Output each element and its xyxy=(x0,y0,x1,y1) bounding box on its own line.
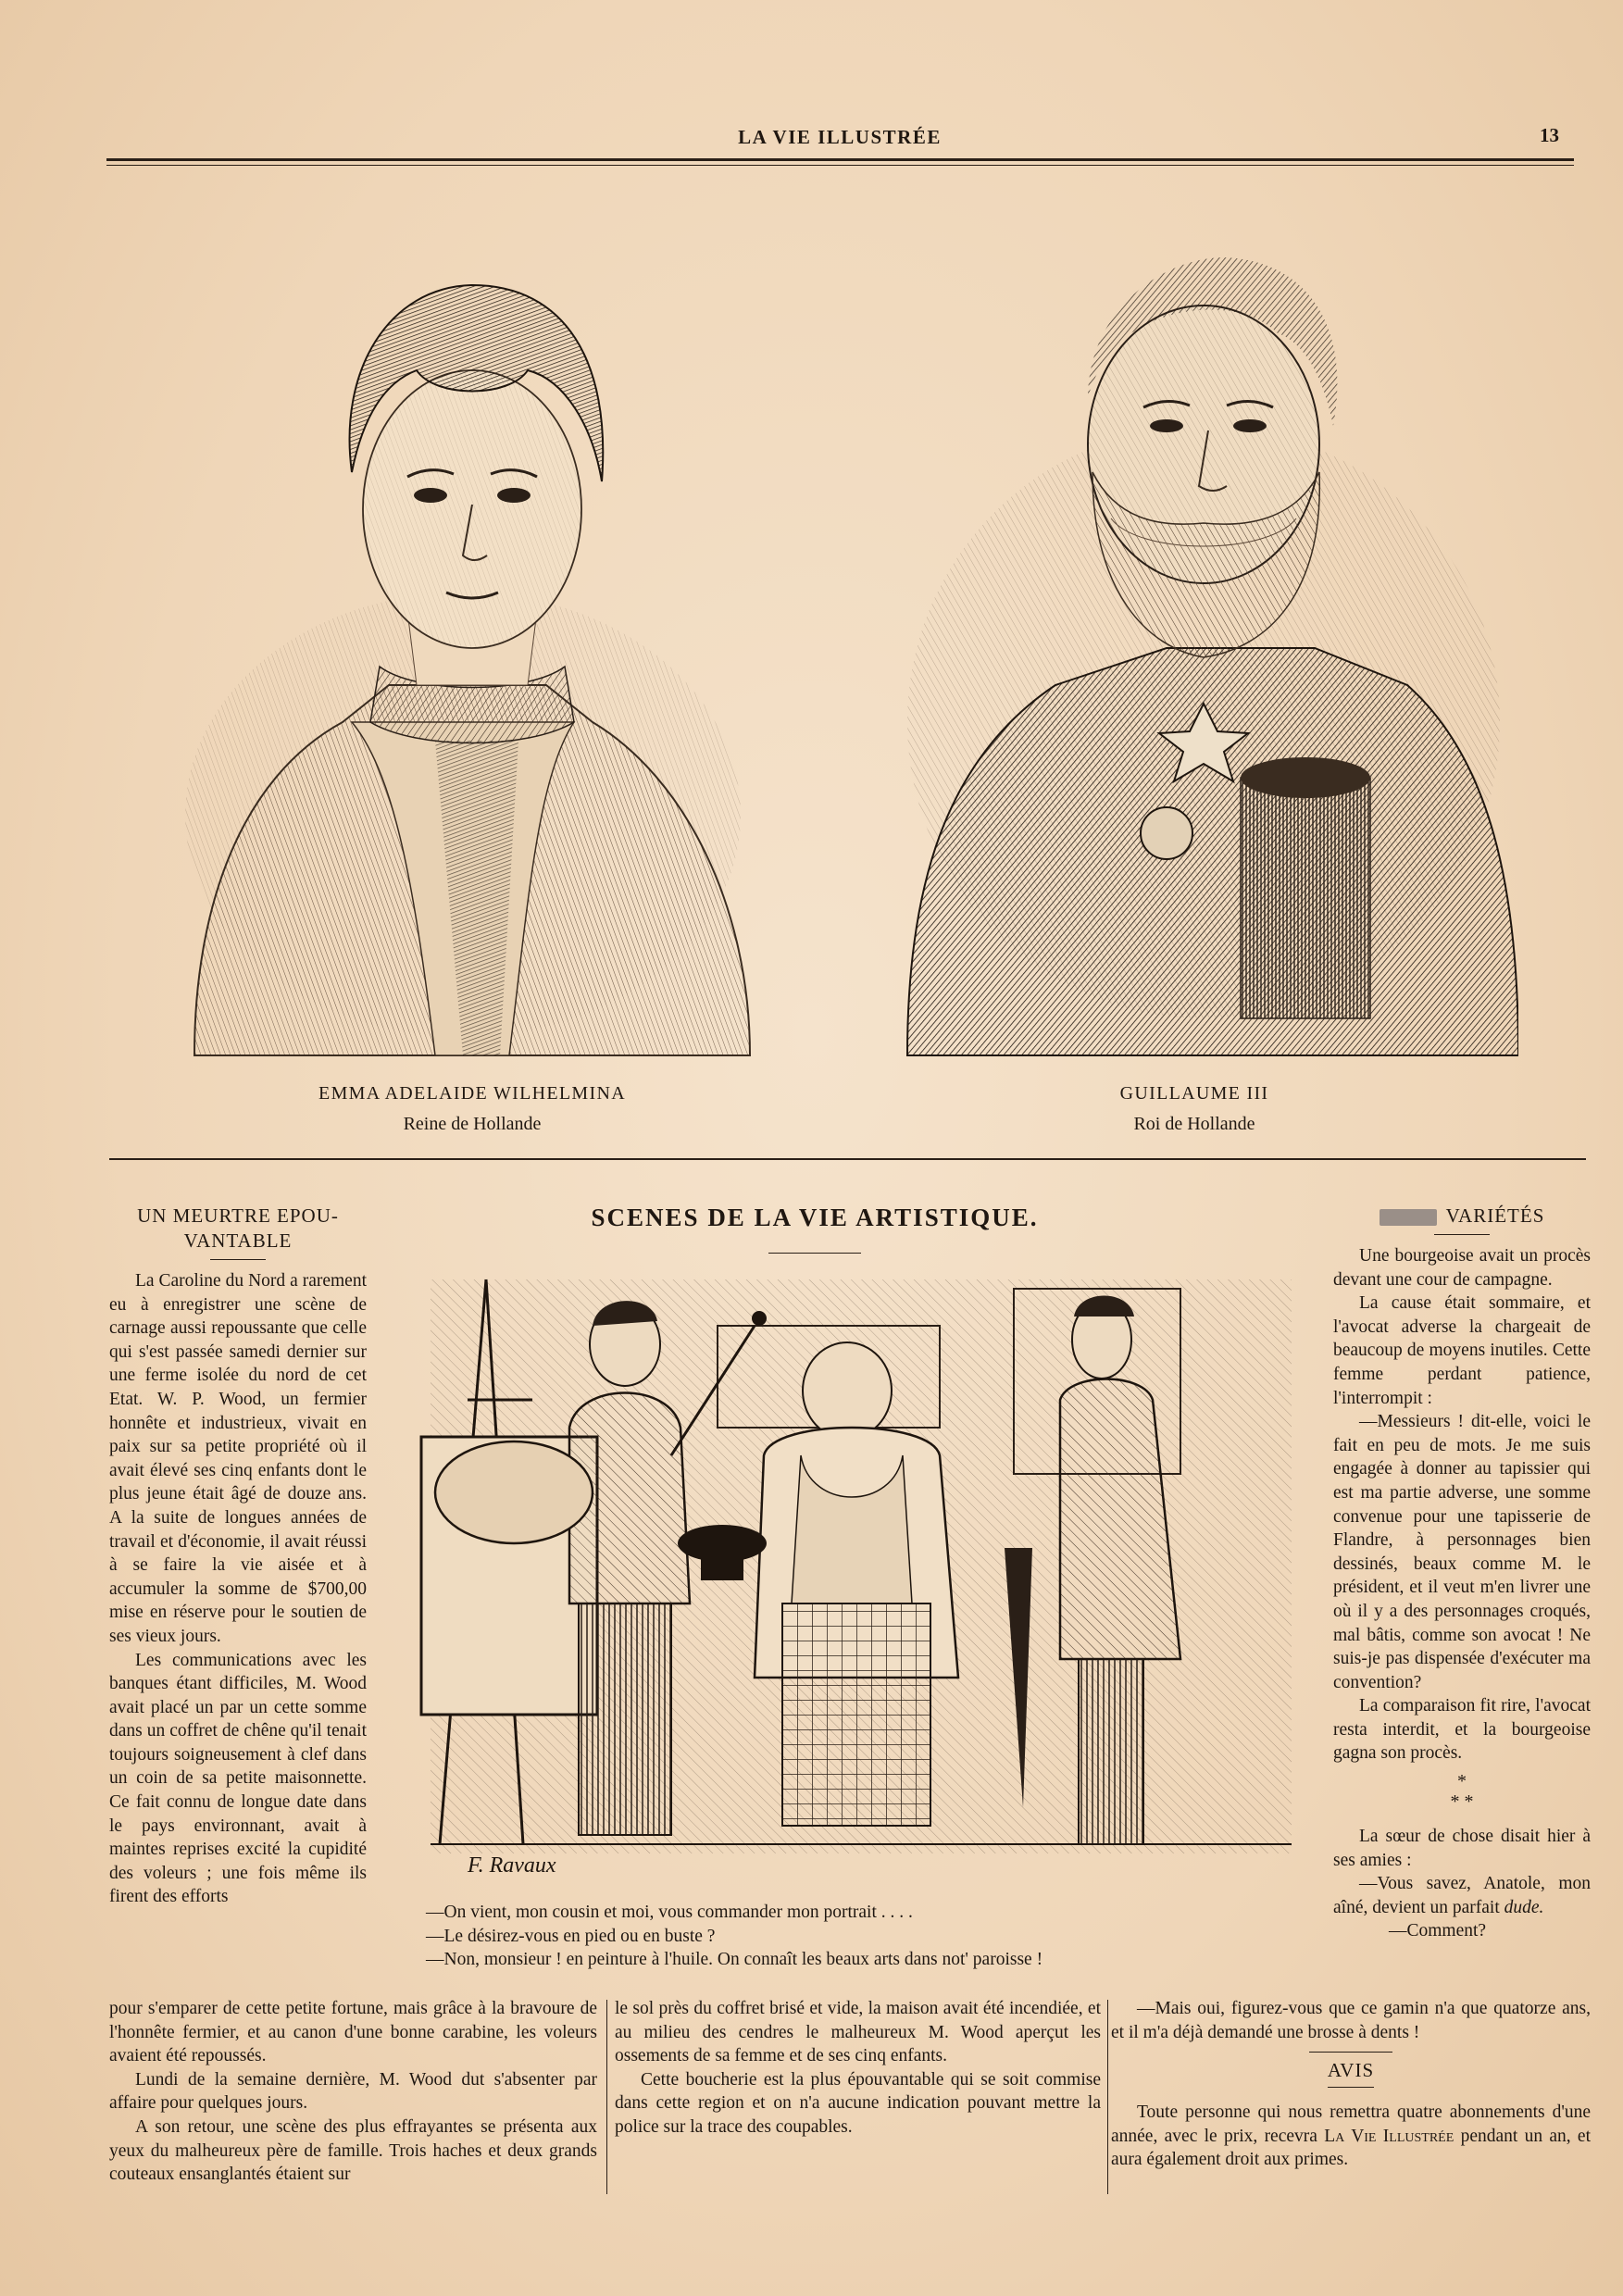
heading-text: VARIÉTÉS xyxy=(1445,1204,1545,1227)
article-meurtre-continued xyxy=(109,1997,597,2187)
section-stars xyxy=(1333,1771,1591,1812)
paragraph: La cause était sommaire, et l'avocat adverse la chargeait de beaucoup de moyens inutiles. Cette femme perdant patience, l'interrompit : xyxy=(1333,1293,1591,1408)
page-number: 13 xyxy=(1540,124,1559,146)
dialogue-line: —Non, monsieur ! en peinture à l'huile. On connaît les beaux arts dans not' paroisse ! xyxy=(426,1950,1043,1970)
paragraph: —Messieurs ! dit-elle, voici le fait en peu de mots. Je me suis engagée à donner au tapissier qui est ma partie adverse, une somme convenue pour une tapisserie de Flandre, à personnages bien dessinés, beaux comme M. le président, et il veut m'en livrer une où il y a des personnages croqués, mal bâtis, comme son avocat ! Ne suis-je pas dispensée d'exécuter ma convention? xyxy=(1333,1412,1591,1692)
heading-line: UN MEURTRE EPOU- xyxy=(137,1204,339,1227)
star-glyph: * * xyxy=(1450,1791,1474,1813)
article-varietes-end xyxy=(1111,1997,1591,2172)
paragraph: La Caroline du Nord a rarement eu à enregistrer une scène de carnage aussi repoussante que celle qui s'est passée samedi dernier sur une ferme isolée du nord de cet Etat. W. P. Wood, un fermier honnête et industrieux, vivait en paix sur sa petite propriété où il avait élevé ses cinq enfants dont le plus jeune était âgé de douze ans. A la suite de longues années de travail et d'économie, il avait réussi à se faire la vie aisée et à accumuler la somme de $700,00 mise en réserve pour le soutien de ses vieux jours. xyxy=(109,1271,367,1646)
heading-rule xyxy=(1434,1234,1490,1235)
heading-line: VANTABLE xyxy=(183,1229,293,1252)
paragraph xyxy=(1333,1872,1591,1919)
paragraph-text: pendant un an, et aura également droit aux primes. xyxy=(1111,2126,1592,2170)
paragraph: Les communications avec les banques étant difficiles, M. Wood avait placé un par un cette somme dans un coffret de chêne qu'il tenait toujours soigneusement à clef dans un coin de sa petite maisonnette. Ce fait connu de longue date dans le pays environnant, avait à maintes reprises excité la cupidité des voleurs ; une fois même ils firent des efforts xyxy=(109,1650,367,1907)
paragraph: Cette boucherie est la plus épouvantable qui se soit commise dans cette region et on n'a aucune indication pouvant mettre la police sur la trace des coupables. xyxy=(615,2069,1101,2137)
article-title-artistique: SCENES DE LA VIE ARTISTIQUE. xyxy=(591,1204,1039,1231)
artist-signature: F. Ravaux xyxy=(468,1853,556,1878)
publication-title: LA VIE ILLUSTRÉE xyxy=(738,126,942,148)
portrait-queen-engraving xyxy=(157,259,768,1074)
portrait-role: Roi de Hollande xyxy=(1133,1114,1255,1134)
column-separator xyxy=(1107,2000,1108,2194)
section-ornament-icon xyxy=(1380,1209,1437,1226)
article-varietes xyxy=(1333,1204,1591,1943)
header-rule xyxy=(106,158,1574,161)
paragraph: —Mais oui, figurez-vous que ce gamin n'a que quatorze ans, et il m'a déjà demandé une brosse à dents ! xyxy=(1111,1999,1591,2042)
dialogue-line: —On vient, mon cousin et moi, vous commander mon portrait . . . . xyxy=(426,1903,913,1922)
article-heading xyxy=(109,1204,367,1254)
portrait-role: Reine de Hollande xyxy=(403,1114,542,1134)
section-rule xyxy=(109,1158,1586,1160)
brand-name: La Vie Illustrée xyxy=(1324,2126,1454,2146)
paragraph: le sol près du coffret brisé et vide, la maison avait été incendiée, et au milieu des cendres le malheureux M. Wood aperçut les ossements de sa femme et de ses cinq enfants. xyxy=(615,1999,1101,2066)
cartoon-illustration xyxy=(412,1270,1310,1886)
paragraph: pour s'emparer de cette petite fortune, mais grâce à la bravoure de l'honnête fermier, et au canon d'une bonne carabine, les voleurs avaient été repoussés. xyxy=(109,1999,597,2066)
paragraph xyxy=(1111,2101,1591,2172)
portrait-name: GUILLAUME III xyxy=(1119,1083,1269,1104)
paragraph: La comparaison fit rire, l'avocat resta interdit, et la bourgeoise gagna son procès. xyxy=(1333,1696,1591,1764)
star-glyph: * xyxy=(1457,1771,1467,1792)
portrait-king-engraving xyxy=(889,241,1518,1074)
paragraph: Une bourgeoise avait un procès devant une cour de campagne. xyxy=(1333,1246,1591,1290)
portrait-caption-king xyxy=(1009,1083,1380,1135)
portrait-name: EMMA ADELAIDE WILHELMINA xyxy=(318,1083,626,1104)
paragraph: —Comment? xyxy=(1389,1921,1487,1941)
paragraph: La sœur de chose disait hier à ses amies : xyxy=(1333,1827,1591,1870)
title-rule xyxy=(768,1253,861,1254)
article-meurtre xyxy=(109,1204,367,1909)
article-meurtre-end xyxy=(615,1997,1101,2140)
heading-rule xyxy=(1328,2087,1374,2088)
paragraph: Lundi de la semaine dernière, M. Wood dut s'absenter par affaire pour quelques jours. xyxy=(109,2069,597,2114)
ornament-rule xyxy=(1309,2052,1392,2053)
emphasis-word: dude. xyxy=(1504,1897,1544,1917)
avis-heading: AVIS xyxy=(1327,2059,1375,2082)
paragraph-text: —Vous savez, Anatole, mon aîné, devient un parfait xyxy=(1333,1874,1591,1917)
column-separator xyxy=(606,2000,607,2194)
cartoon-dialogue xyxy=(426,1901,1241,1972)
header-rule-thin xyxy=(106,165,1574,166)
heading-rule xyxy=(210,1259,266,1260)
dialogue-line: —Le désirez-vous en pied ou en buste ? xyxy=(426,1926,716,1946)
portrait-caption-queen xyxy=(241,1083,704,1135)
article-heading xyxy=(1333,1204,1591,1229)
paragraph: A son retour, une scène des plus effrayantes se présenta aux yeux du malheureux père de famille. Trois haches et deux grands couteaux ensanglantés étaient sur xyxy=(109,2116,597,2185)
paragraph-text: Toute personne qui nous remettra quatre abonnements d'une année, avec le prix, recevra xyxy=(1111,2103,1591,2146)
